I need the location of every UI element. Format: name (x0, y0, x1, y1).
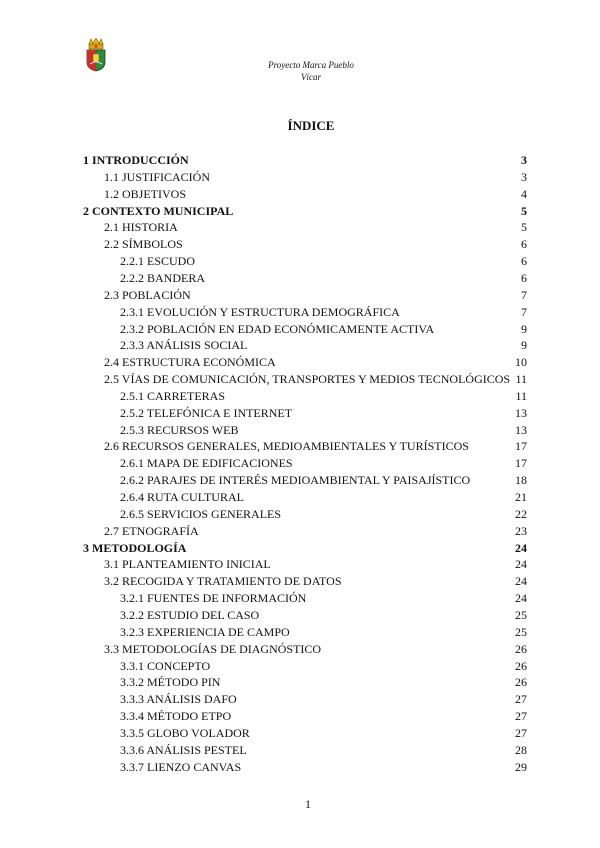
toc-entry-page: 22 (515, 506, 527, 521)
toc-entry[interactable] (120, 706, 527, 723)
toc-entry-page: 24 (515, 574, 527, 589)
toc-entry-label: 2.6.1 MAPA DE EDIFICACIONES (120, 456, 293, 471)
toc-entry-label: 2.4 ESTRUCTURA ECONÓMICA (104, 355, 276, 370)
toc-entry[interactable] (120, 251, 527, 268)
toc-entry[interactable] (120, 453, 527, 470)
toc-entry-label: 3.3.5 GLOBO VOLADOR (120, 725, 250, 740)
toc-entry-page: 26 (515, 658, 527, 673)
toc-entry-label: 3.2.1 FUENTES DE INFORMACIÓN (120, 591, 307, 606)
toc-entry-page: 21 (515, 490, 527, 504)
toc-entry[interactable] (120, 689, 527, 706)
toc-entry[interactable] (104, 369, 527, 386)
toc-entry-label: 2 CONTEXTO MUNICIPAL (83, 203, 234, 218)
toc-entry[interactable] (104, 639, 527, 656)
toc-entry[interactable] (120, 386, 527, 403)
toc-entry-label: 3.2.3 EXPERIENCIA DE CAMPO (120, 624, 290, 639)
toc-entry-label: 2.6 RECURSOS GENERALES, MEDIOAMBIENTALES Y TURÍSTICOS (104, 439, 469, 454)
toc-entry[interactable] (120, 268, 527, 285)
toc-entry-label: 3.3.3 ANÁLISIS DAFO (120, 692, 237, 707)
toc-entry-label: 2.7 ETNOGRAFÍA (104, 523, 199, 538)
toc-entry-page: 6 (521, 270, 527, 285)
toc-entry-label: 1 INTRODUCCIÓN (83, 153, 189, 167)
toc-entry-label: 3.3.6 ANÁLISIS PESTEL (120, 742, 247, 757)
toc-entry[interactable] (120, 757, 527, 774)
toc-entry[interactable] (104, 571, 527, 588)
toc-entry[interactable] (104, 436, 527, 453)
toc-entry-page: 6 (521, 254, 527, 269)
toc-entry[interactable] (120, 403, 527, 420)
toc-entry[interactable] (120, 504, 527, 521)
toc-entry[interactable] (104, 217, 527, 234)
toc-entry-page: 23 (515, 523, 527, 538)
toc-entry[interactable] (120, 740, 527, 757)
toc-entry-page: 6 (521, 237, 527, 252)
toc-entry[interactable] (104, 234, 527, 251)
toc-entry-label: 2.2.2 BANDERA (120, 270, 206, 285)
toc-entry-label: 2.3.3 ANÁLISIS SOCIAL (120, 338, 248, 353)
toc-entry-label: 2.2.1 ESCUDO (120, 254, 196, 269)
toc-entry-page: 3 (521, 153, 527, 167)
toc-entry-label: 2.5.2 TELEFÓNICA E INTERNET (120, 405, 293, 420)
toc-entry[interactable] (120, 605, 527, 622)
toc-entry[interactable] (120, 656, 527, 673)
toc-entry-page: 10 (515, 355, 527, 370)
toc-entry-page: 24 (515, 591, 527, 606)
toc-entry[interactable] (120, 723, 527, 740)
toc-entry-label: 2.6.4 RUTA CULTURAL (120, 490, 244, 504)
toc-entry[interactable] (83, 538, 527, 555)
toc-entry-page: 24 (515, 540, 527, 555)
toc-entry-label: 2.1 HISTORIA (104, 220, 178, 235)
toc-entry-page: 7 (521, 304, 527, 319)
toc-entry-label: 2.5.1 CARRETERAS (120, 388, 226, 403)
page-title: ÍNDICE (287, 118, 335, 133)
toc-entry-page: 7 (521, 287, 527, 302)
toc-entry-label: 1.2 OBJETIVOS (104, 186, 187, 201)
toc-entry-page: 4 (521, 186, 527, 201)
toc-entry-label: 2.5.3 RECURSOS WEB (120, 422, 239, 437)
toc-entry[interactable] (104, 352, 527, 369)
page-number: 1 (305, 797, 311, 811)
toc-entry-label: 3.2 RECOGIDA Y TRATAMIENTO DE DATOS (104, 574, 342, 589)
toc-entry-page: 28 (515, 742, 527, 757)
toc-entry-label: 2.3.1 EVOLUCIÓN Y ESTRUCTURA DEMOGRÁFICA (120, 304, 400, 319)
toc-entry[interactable] (120, 335, 527, 352)
toc-entry-label: 2.3 POBLACIÓN (104, 287, 191, 302)
toc-entry-label: 3 METODOLOGÍA (83, 540, 187, 555)
toc-entry-label: 3.3.7 LIENZO CANVAS (120, 759, 242, 774)
toc-entry-page: 18 (515, 473, 527, 488)
toc-entry[interactable] (120, 622, 527, 639)
toc-entry-page: 17 (515, 439, 527, 454)
toc-entry-page: 11 (515, 372, 527, 387)
toc-entry[interactable] (120, 487, 527, 504)
toc-entry-page: 27 (515, 692, 527, 707)
toc-entry-page: 25 (515, 624, 527, 639)
toc-entry-page: 27 (515, 725, 527, 740)
toc-entry-page: 5 (521, 203, 527, 218)
toc-entry-label: 3.1 PLANTEAMIENTO INICIAL (104, 557, 271, 572)
toc-entry-page: 29 (515, 759, 527, 774)
toc-entry-page: 13 (515, 422, 527, 437)
toc-entry-page: 25 (515, 607, 527, 622)
toc-entry-label: 3.2.2 ESTUDIO DEL CASO (120, 607, 260, 622)
header-project-name: Proyecto Marca Pueblo (268, 60, 354, 70)
toc-entry[interactable] (104, 521, 527, 538)
toc-entry[interactable] (104, 184, 527, 201)
toc-entry-page: 11 (515, 388, 527, 403)
toc-entry[interactable] (120, 420, 527, 437)
header-town-name: Vícar (301, 72, 321, 82)
toc-entry[interactable] (120, 319, 527, 336)
toc-entry[interactable] (83, 150, 527, 167)
toc-entry-page: 26 (515, 675, 527, 690)
toc-entry-label: 2.6.2 PARAJES DE INTERÉS MEDIOAMBIENTAL Y PAISAJÍSTICO (120, 473, 471, 488)
toc-entry-label: 2.2 SÍMBOLOS (104, 237, 183, 252)
toc-entry-page: 13 (515, 405, 527, 420)
toc-entry[interactable] (83, 201, 527, 218)
toc-entry[interactable] (104, 554, 527, 571)
toc-entry-page: 3 (521, 169, 527, 184)
toc-entry[interactable] (120, 470, 527, 487)
toc-entry-page: 9 (521, 321, 527, 336)
toc-entry-label: 2.3.2 POBLACIÓN EN EDAD ECONÓMICAMENTE ACTIVA (120, 321, 435, 336)
toc-entry[interactable] (120, 588, 527, 605)
toc-entry-page: 5 (521, 220, 527, 235)
toc-entry-label: 3.3.2 MÉTODO PIN (120, 675, 221, 690)
toc-entry-label: 1.1 JUSTIFICACIÓN (104, 169, 211, 184)
toc-entry-label: 2.6.5 SERVICIOS GENERALES (120, 506, 282, 521)
toc-entry-label: 3.3.4 MÉTODO ETPO (120, 709, 232, 724)
toc-entry[interactable] (104, 285, 527, 302)
toc-entry-label: 3.3 METODOLOGÍAS DE DIAGNÓSTICO (104, 641, 322, 656)
toc-entry-page: 27 (515, 709, 527, 724)
toc-entry-page: 9 (521, 338, 527, 353)
toc-entry[interactable] (104, 167, 527, 184)
toc-entry-label: 2.5 VÍAS DE COMUNICACIÓN, TRANSPORTES Y MEDIOS TECNOLÓGICOS (104, 372, 511, 387)
toc-entry-page: 26 (515, 641, 527, 656)
toc-entry-page: 17 (515, 456, 527, 471)
toc-entry-page: 24 (515, 557, 527, 572)
toc-entry[interactable] (120, 302, 527, 319)
toc-entry[interactable] (120, 672, 527, 689)
toc-entry-label: 3.3.1 CONCEPTO (120, 658, 211, 673)
